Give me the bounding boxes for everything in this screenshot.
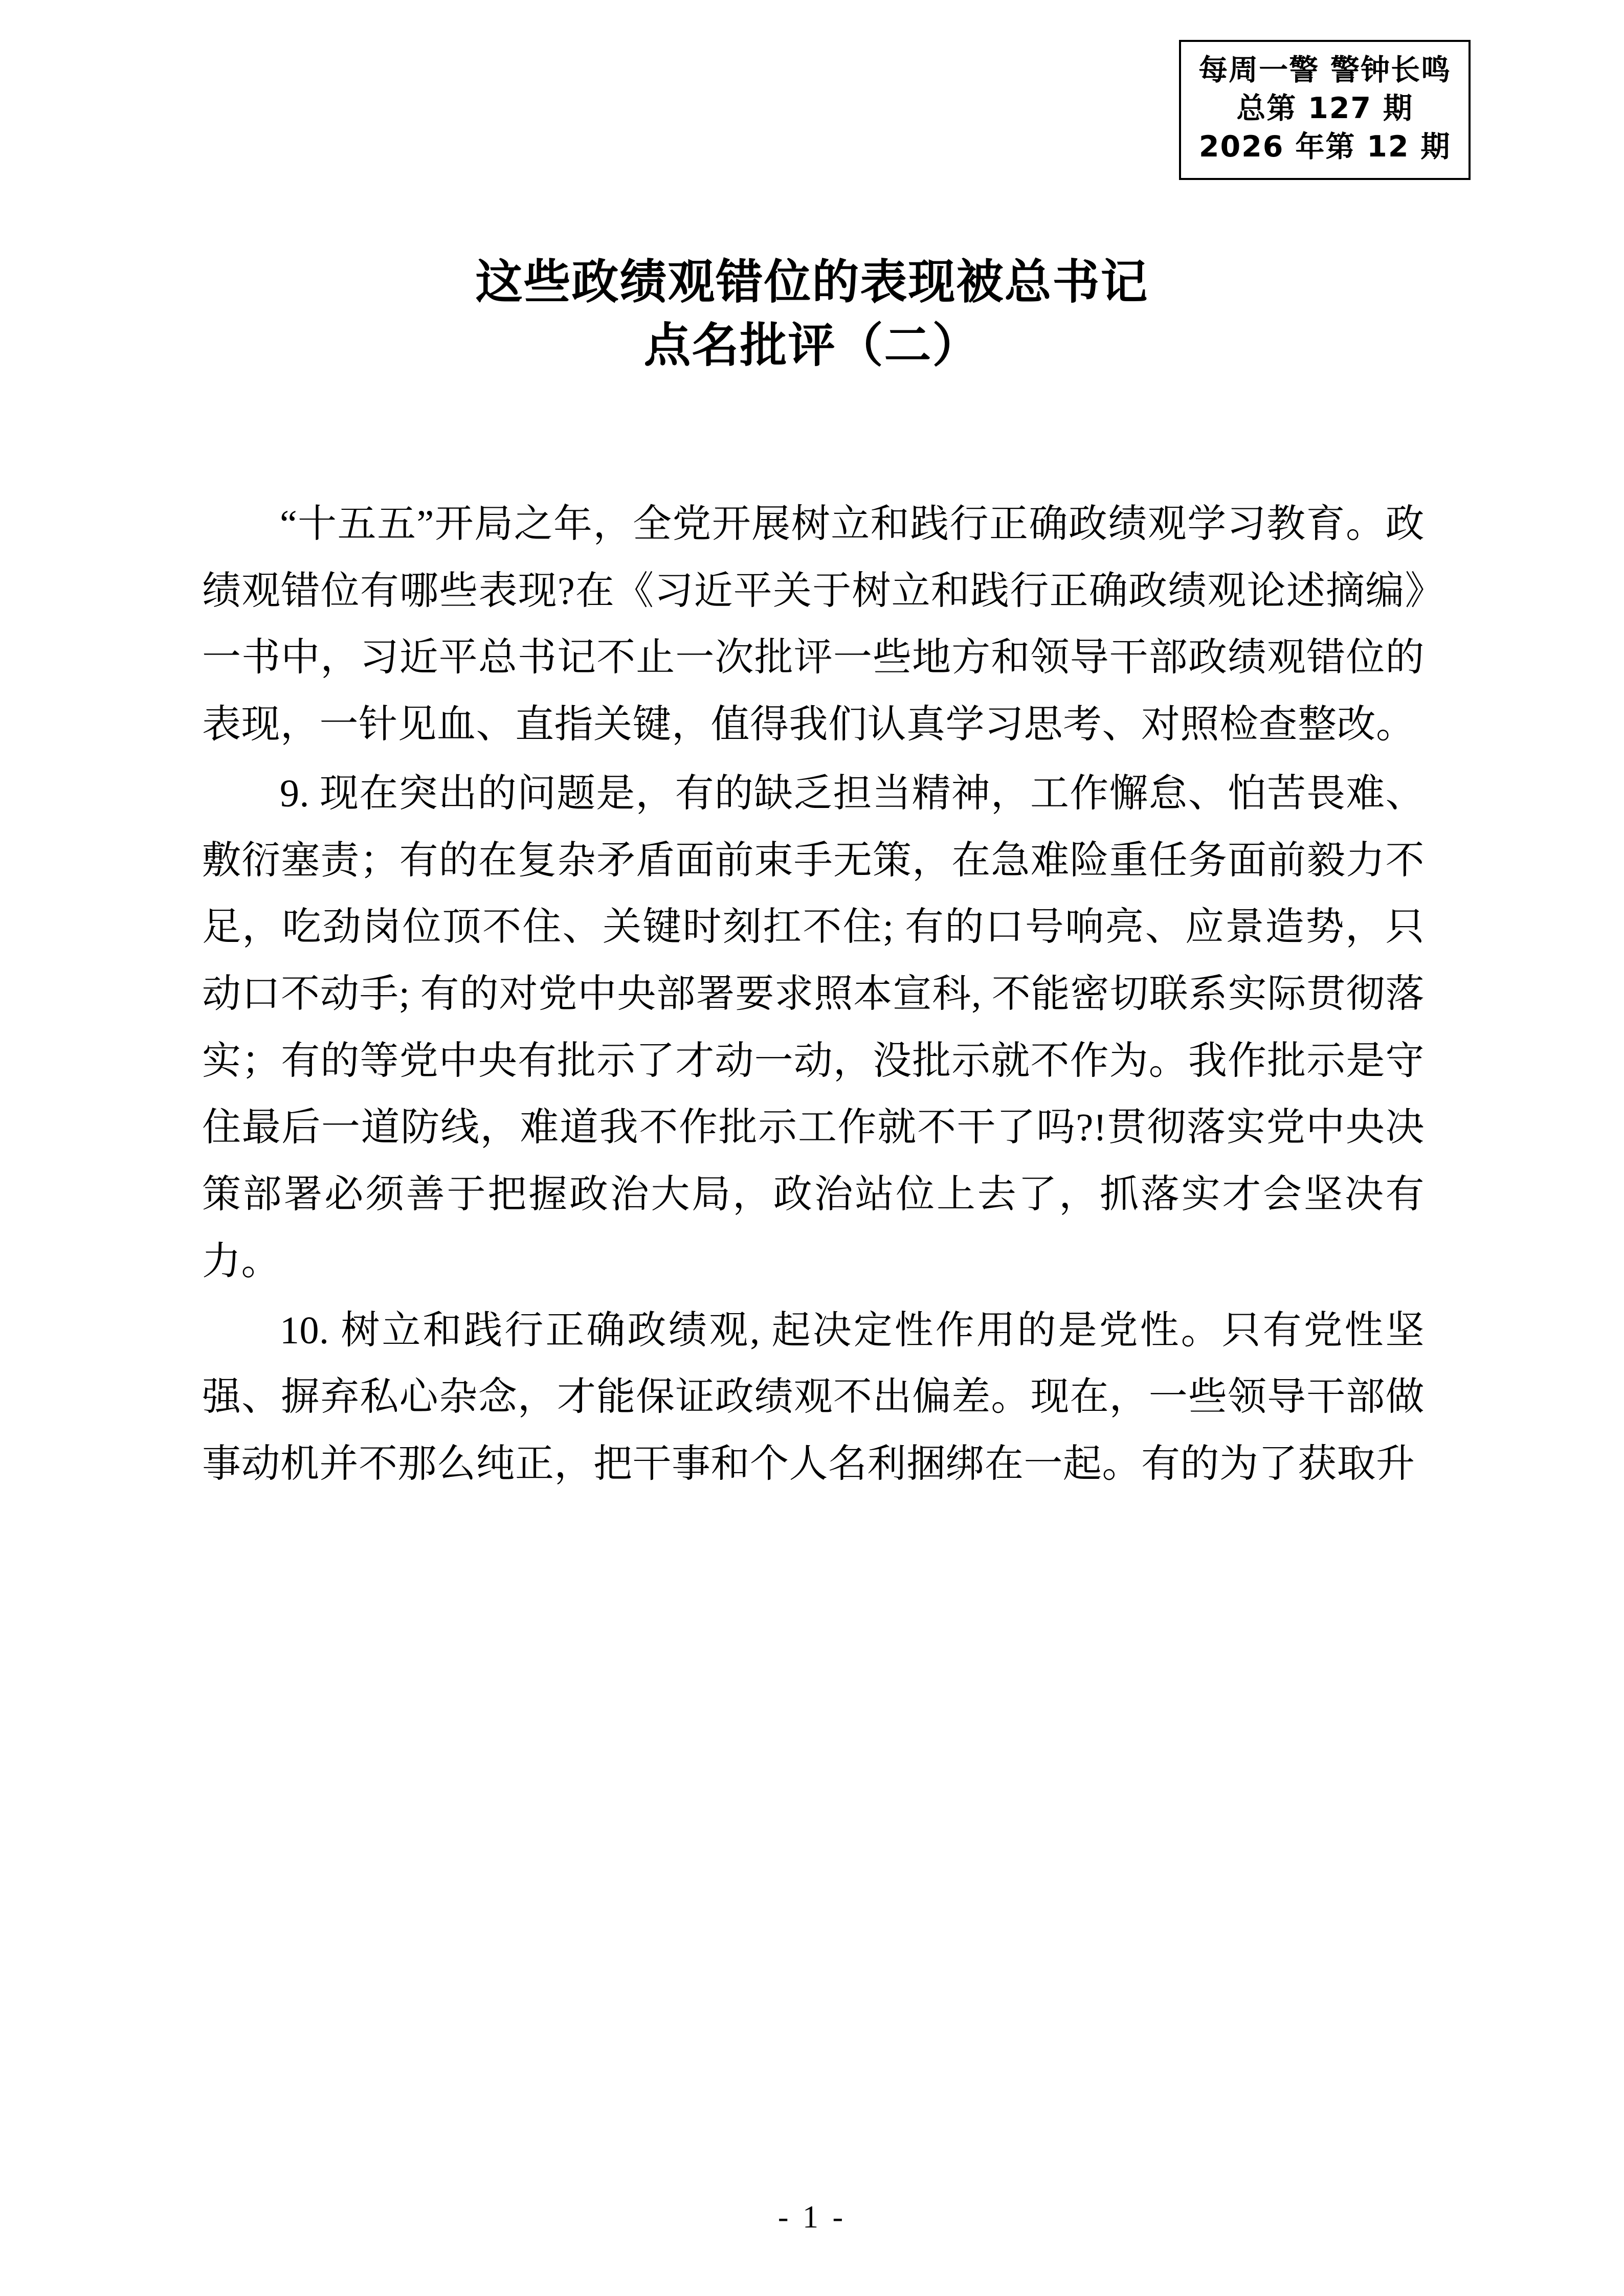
page-title-line-1: 这些政绩观错位的表现被总书记 [475,255,1149,309]
paragraph-item-10: 10. 树立和践行正确政绩观, 起决定性作用的是党性。只有党性坚强、摒弃私心杂念，才能保证政绩观不出偏差。现在，一些领导干部做事动机并不那么纯正，把干事和个人名利捆绑在一起。有的为了获取升 [202,1309,1425,1486]
issue-year-number: 2026 年第 12 期 [1198,130,1451,164]
paragraph-intro: “十五五”开局之年，全党开展树立和践行正确政绩观学习教育。政绩观错位有哪些表现?在《习近平关于树立和践行正确政绩观论述摘编》一书中，习近平总书记不止一次批评一些地方和领导干部政绩观错位的表现，一针见血、直指关键，值得我们认真学习思考、对照检查整改。 [202,503,1425,747]
page-title [0,251,1624,377]
page-title-line-2: 点名批评（二） [643,318,981,373]
issue-stamp-box [1179,40,1471,180]
page-footer [0,2199,1624,2236]
paragraph-item-9: 9. 现在突出的问题是，有的缺乏担当精神，工作懈怠、怕苦畏难、敷衍塞责；有的在复杂矛盾面前束手无策，在急难险重任务面前毅力不足，吃劲岗位顶不住、关键时刻扛不住; 有的口号响亮、应景造势，只动口不动手; 有的对党中央部署要求照本宣科, 不能密切联系实际贯彻落实；有的等党中央有批示了才动一动，没批示就不作为。我作批示是守住最后一道防线，难道我不作批示工作就不干了吗?!贯彻落实党中央决策部署必须善于把握政治大局，政治站位上去了，抓落实才会坚决有力。 [202,772,1425,1283]
page-number: - 1 - [777,2200,847,2235]
issue-total-number: 总第 127 期 [1236,92,1413,126]
article-body [202,491,1425,1500]
issue-slogan: 每周一警 警钟长鸣 [1198,53,1451,87]
